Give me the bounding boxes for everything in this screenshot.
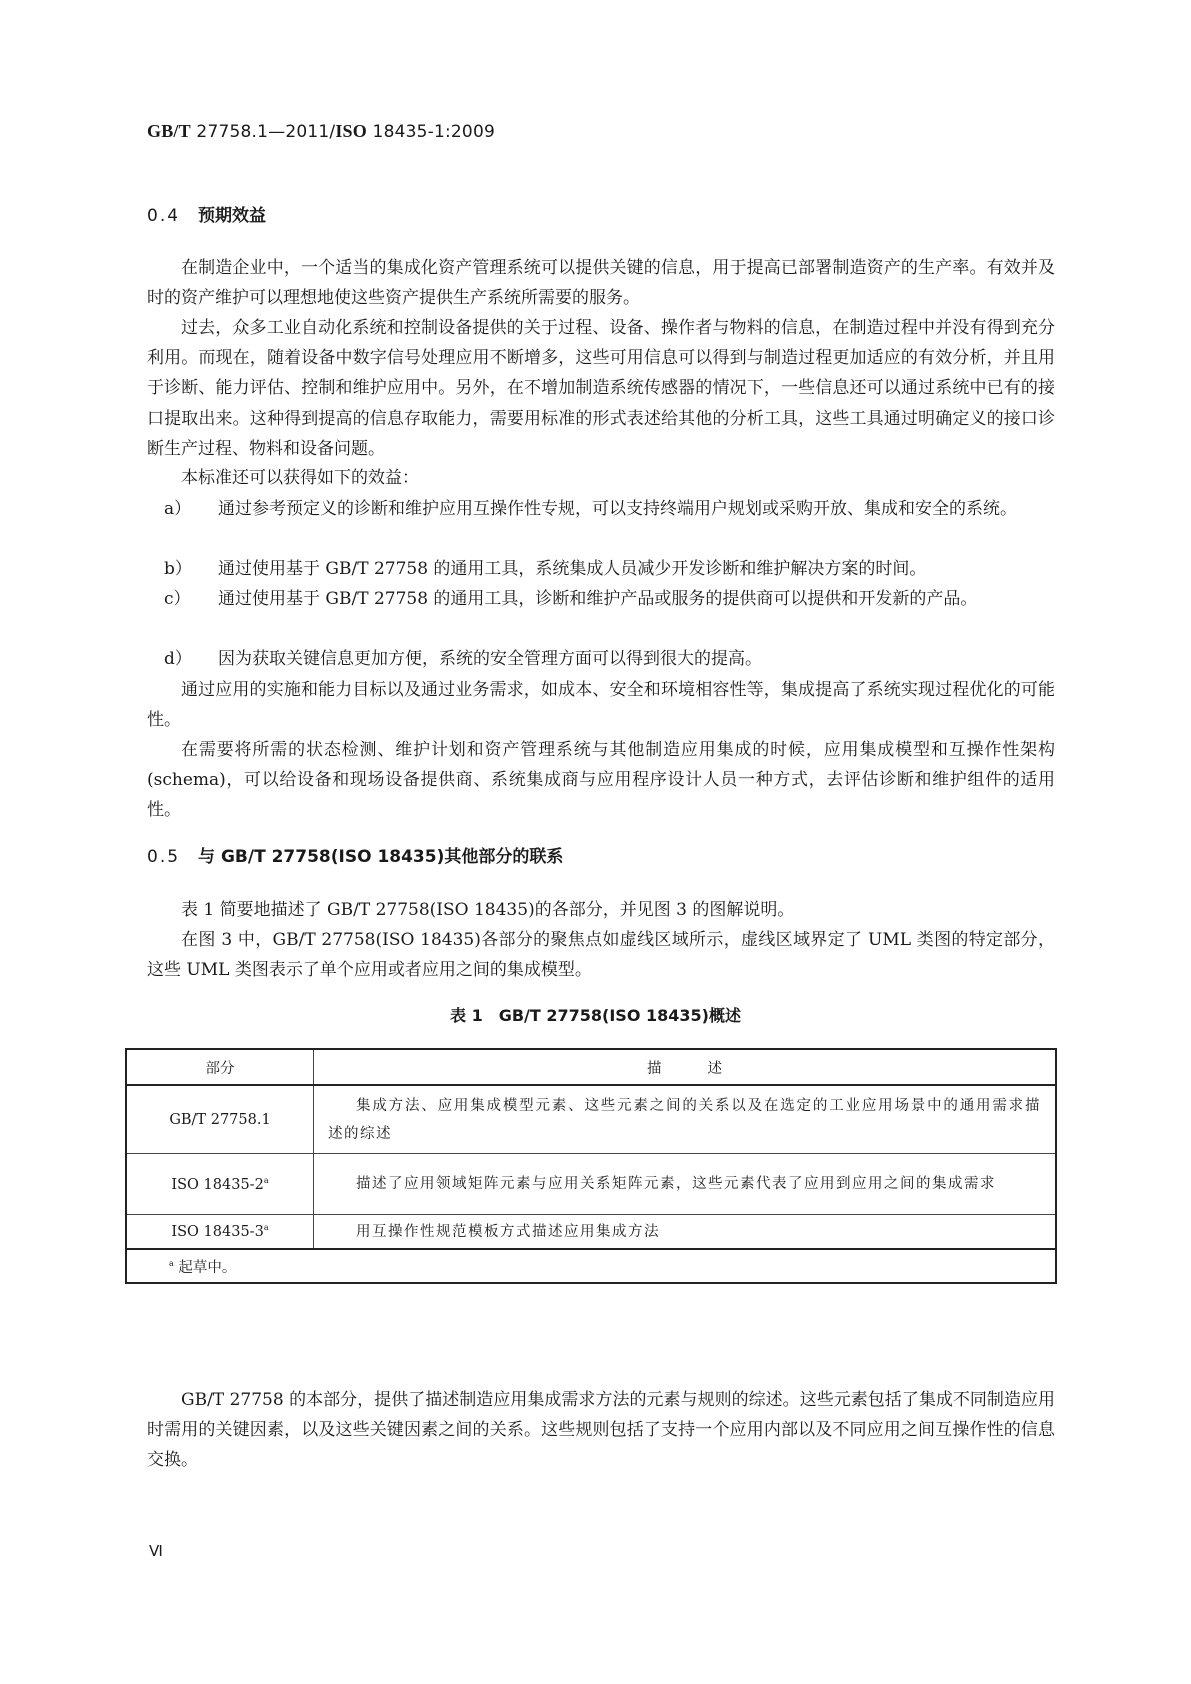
section-title: 预期效益 <box>198 206 267 226</box>
list-marker: d） <box>164 649 192 669</box>
footnote-text: 起草中。 <box>178 1259 237 1276</box>
column-header-part: 部分 <box>126 1049 314 1085</box>
description-cell: 集成方法、应用集成模型元素、这些元素之间的关系以及在选定的工业应用场景中的通用需求描述的综述 <box>314 1085 1057 1154</box>
section-heading-0-4 <box>147 201 266 226</box>
column-header-description <box>314 1049 1057 1085</box>
list-item-c <box>147 584 1055 614</box>
page-number: Ⅵ <box>149 1544 163 1560</box>
header-code-prefix: GB/T <box>147 121 191 141</box>
header-code-iso-rest: 18435-1:2009 <box>366 122 495 142</box>
footnote-marker: a <box>169 1258 174 1268</box>
paragraph: 过去，众多工业自动化系统和控制设备提供的关于过程、设备、操作者与物料的信息，在制造过程中并没有得到充分利用。而现在，随着设备中数字信号处理应用不断增多，这些可用信息可以得到与制造过程更加适应的有效分析，并且用于诊断、能力评估、控制和维护应用中。另外，在不增加制造系统传感器的情况下，一些信息还可以通过系统中已有的接口提取出来。这种得到提高的信息存取能力，需要用标准的形式表述给其他的分析工具，这些工具通过明确定义的接口诊断生产过程、物料和设备问题。 <box>147 318 1055 459</box>
list-item-b <box>147 554 1055 584</box>
list-text: 因为获取关键信息更加方便，系统的安全管理方面可以得到很大的提高。 <box>218 649 762 669</box>
overview-table <box>125 1048 1057 1284</box>
document-code-header <box>147 121 495 142</box>
section-number: 0.5 <box>147 847 181 867</box>
paragraph: 在制造企业中，一个适当的集成化资产管理系统可以提供关键的信息，用于提高已部署制造资产的生产率。有效并及时的资产维护可以理想地使这些资产提供生产系统所需要的服务。 <box>147 258 1055 309</box>
list-marker: b） <box>164 559 192 579</box>
list-item-a <box>147 494 1055 524</box>
table-row <box>126 1154 1056 1215</box>
description-cell: 描述了应用领域矩阵元素与应用关系矩阵元素，这些元素代表了应用到应用之间的集成需求 <box>314 1154 1057 1215</box>
footnote-marker: a <box>263 1175 269 1185</box>
list-text: 通过使用基于 GB/T 27758 的通用工具，诊断和维护产品或服务的提供商可以提供和开发新的产品。 <box>218 589 978 609</box>
table-row <box>126 1085 1056 1154</box>
footnote-marker: a <box>263 1223 269 1233</box>
paragraph: 在图 3 中，GB/T 27758(ISO 18435)各部分的聚焦点如虚线区域所示，虚线区域界定了 UML 类图的特定部分，这些 UML 类图表示了单个应用或者应用之间的集成模型。 <box>147 930 1055 981</box>
part-cell <box>126 1154 314 1215</box>
list-item-d <box>147 644 1055 674</box>
paragraph: 本标准还可以获得如下的效益： <box>181 468 419 488</box>
part-cell <box>126 1085 314 1154</box>
part-cell <box>126 1215 314 1250</box>
paragraph: 在需要将所需的状态检测、维护计划和资产管理系统与其他制造应用集成的时候，应用集成模型和互操作性架构(schema)，可以给设备和现场设备提供商、系统集成商与应用程序设计人员一种方式，去评估诊断和维护组件的适用性。 <box>147 740 1055 821</box>
part-name: ISO 18435-2 <box>171 1176 264 1193</box>
table-footnote-row <box>126 1249 1056 1283</box>
table-caption: 表 1 GB/T 27758(ISO 18435)概述 <box>450 1006 741 1025</box>
header-code-rest: 27758.1—2011/ <box>190 122 336 142</box>
paragraph: 通过应用的实施和能力目标以及通过业务需求，如成本、安全和环境相容性等，集成提高了系统实现过程优化的可能性。 <box>147 680 1055 731</box>
column-header-desc-char-2: 述 <box>707 1060 722 1077</box>
list-marker: a） <box>164 499 192 519</box>
table-header-row <box>126 1049 1056 1085</box>
paragraph: GB/T 27758 的本部分，提供了描述制造应用集成需求方法的元素与规则的综述。这些元素包括了集成不同制造应用时需用的关键因素，以及这些关键因素之间的关系。这些规则包括了支持一个应用内部以及不同应用之间互操作性的信息交换。 <box>147 1390 1055 1471</box>
column-header-desc-char-1: 描 <box>647 1060 662 1077</box>
table-footnote <box>126 1249 1056 1283</box>
header-code-iso: ISO <box>335 121 367 141</box>
list-text: 通过使用基于 GB/T 27758 的通用工具，系统集成人员减少开发诊断和维护解决方案的时间。 <box>218 559 927 579</box>
section-heading-0-5 <box>147 842 563 867</box>
list-marker: c） <box>164 589 191 609</box>
part-name: ISO 18435-3 <box>171 1223 264 1240</box>
part-name: GB/T 27758.1 <box>169 1111 271 1128</box>
description-cell: 用互操作性规范模板方式描述应用集成方法 <box>314 1215 1057 1250</box>
list-text: 通过参考预定义的诊断和维护应用互操作性专规，可以支持终端用户规划或采购开放、集成和安全的系统。 <box>218 499 1017 519</box>
paragraph: 表 1 简要地描述了 GB/T 27758(ISO 18435)的各部分，并见图 3 的图解说明。 <box>181 900 795 920</box>
section-number: 0.4 <box>147 206 181 226</box>
section-title: 与 GB/T 27758(ISO 18435)其他部分的联系 <box>198 847 564 867</box>
table-row <box>126 1215 1056 1250</box>
